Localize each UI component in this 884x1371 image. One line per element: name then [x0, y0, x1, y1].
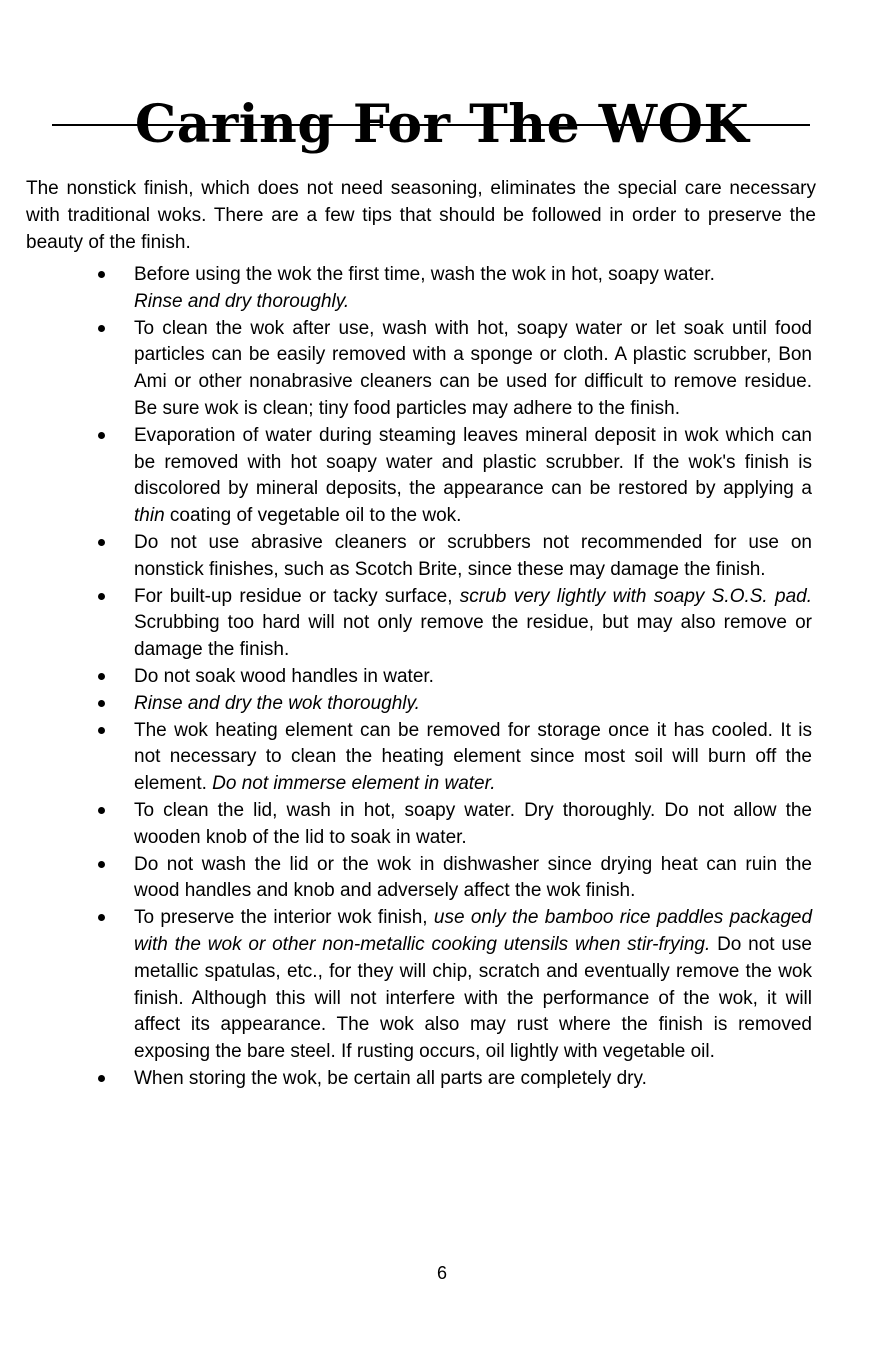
care-tip-12: When storing the wok, be certain all parts are completely dry. [134, 1066, 812, 1093]
care-tip-5: For built-up residue or tacky surface, scrub very lightly with soapy S.O.S. pad. Scrubbing too hard will not only remove the residue, but may also remove or damage the finish. [134, 584, 812, 664]
care-tip-7: Rinse and dry the wok thoroughly. [134, 691, 812, 718]
page-title: Caring For The WOK [134, 93, 750, 155]
page-number: 6 [436, 1263, 447, 1283]
care-tips-list [0, 262, 884, 1093]
care-tip-8: The wok heating element can be removed for storage once it has cooled. It is not necessary to clean the heating element since most soil will burn off the element. Do not immerse element in water. [134, 718, 812, 798]
care-tip-11: To preserve the interior wok finish, use only the bamboo rice paddles packaged with the wok or other non-metallic cooking utensils when stir-frying. Do not use metallic spatulas, etc., for they will chip, scratch and eventually remove the wok finish. Although this will not interfere with the performance of the wok, it will affect its appearance. The wok also may rust where the finish is removed exposing the bare steel. If rusting occurs, oil lightly with vegetable oil. [134, 905, 812, 1066]
care-tip-1: Before using the wok the first time, wash the wok in hot, soapy water. Rinse and dry thoroughly. [134, 262, 812, 316]
care-tip-2: To clean the wok after use, wash with hot, soapy water or let soak until food particles can be easily removed with a sponge or cloth. A plastic scrubber, Bon Ami or other nonabrasive cleaners can be used for difficult to remove residue. Be sure wok is clean; tiny food particles may adhere to the finish. [134, 316, 812, 423]
care-tip-4: Do not use abrasive cleaners or scrubbers not recommended for use on nonstick finishes, such as Scotch Brite, since these may damage the finish. [134, 530, 812, 584]
title-rule [52, 124, 810, 126]
care-tip-3: Evaporation of water during steaming leaves mineral deposit in wok which can be removed with hot soapy water and plastic scrubber. If the wok's finish is discolored by mineral deposits, the appearance can be restored by applying a thin coating of vegetable oil to the wok. [134, 423, 812, 530]
intro-paragraph: The nonstick finish, which does not need seasoning, eliminates the special care necessary with traditional woks. There are a few tips that should be followed in order to preserve the beauty of the finish. [26, 178, 816, 253]
care-tip-9: To clean the lid, wash in hot, soapy water. Dry thoroughly. Do not allow the wooden knob of the lid to soak in water. [134, 798, 812, 852]
care-tip-10: Do not wash the lid or the wok in dishwasher since drying heat can ruin the wood handles and knob and adversely affect the wok finish. [134, 852, 812, 906]
care-tip-6: Do not soak wood handles in water. [134, 664, 812, 691]
